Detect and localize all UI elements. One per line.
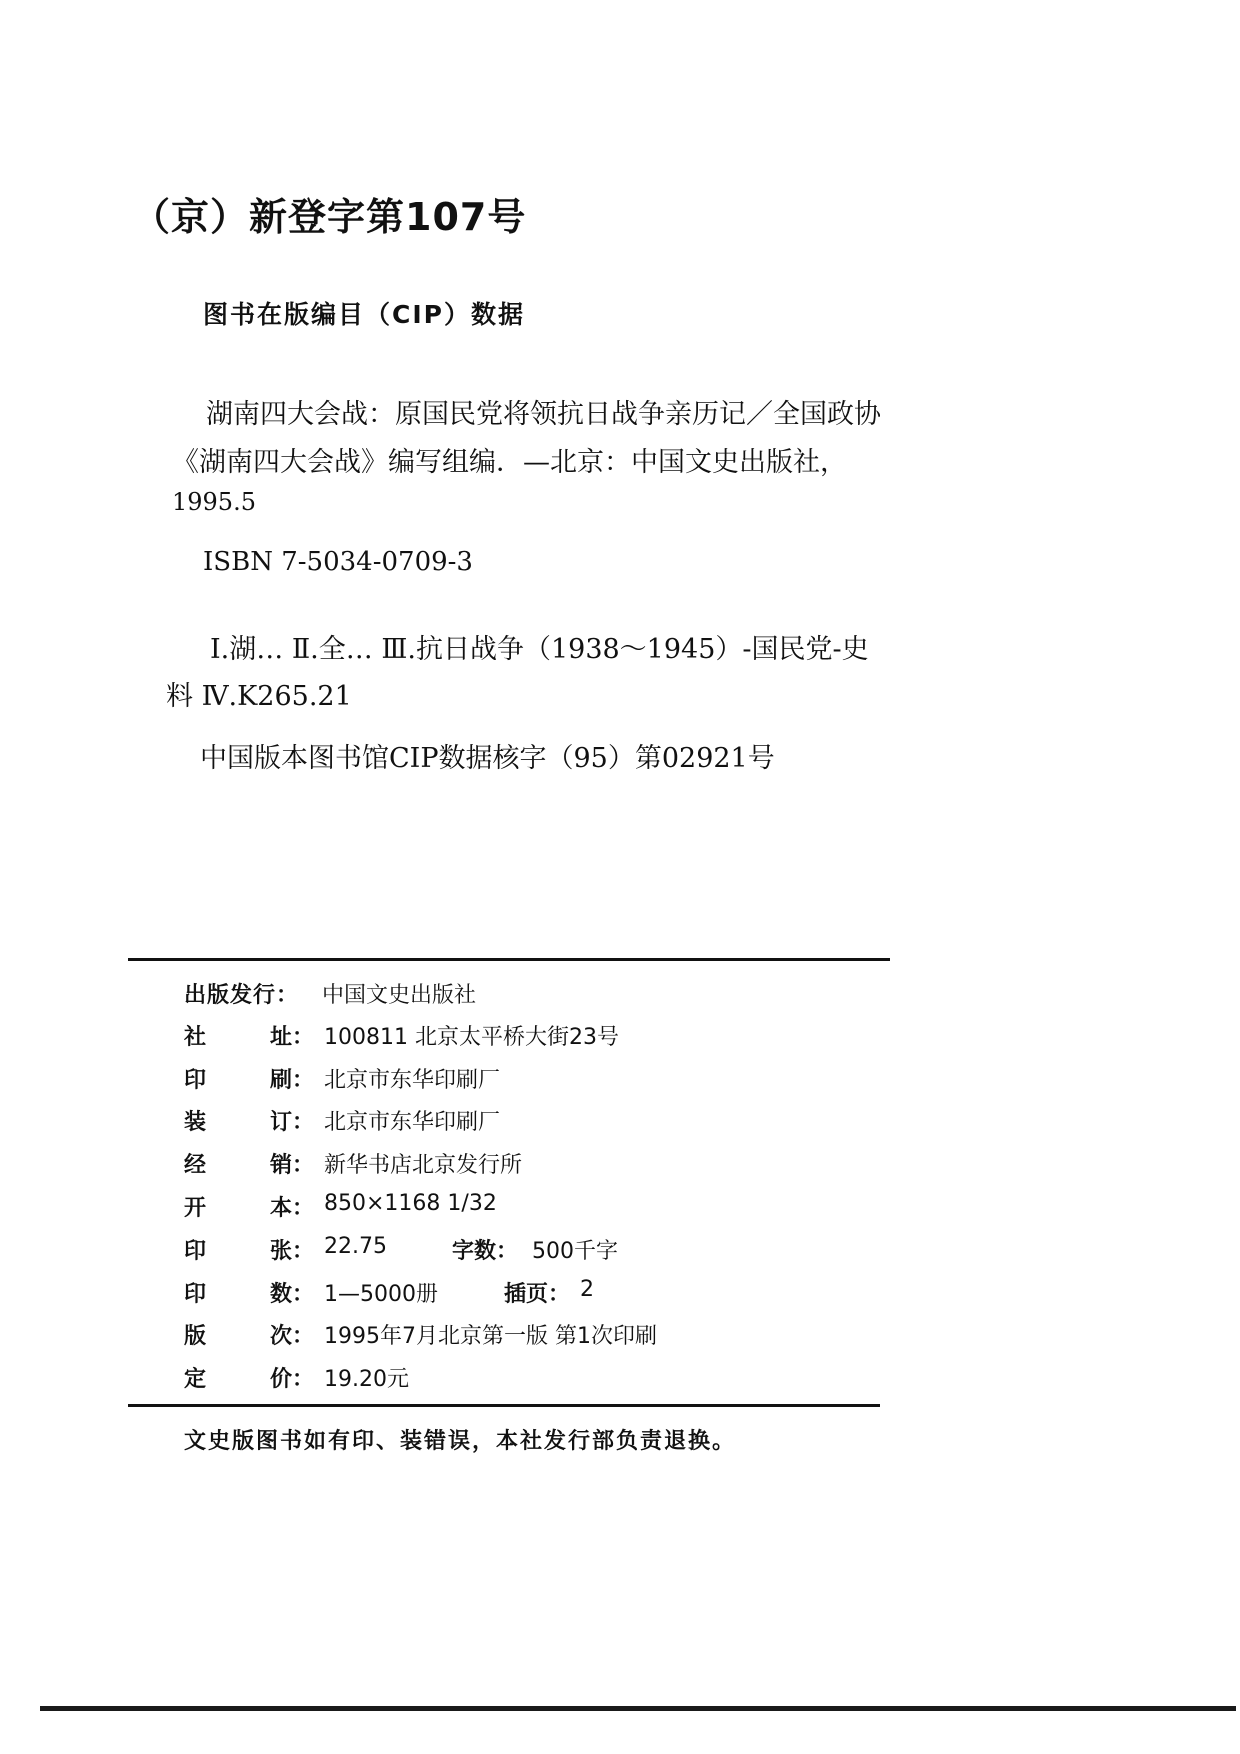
info-label-a: 开 xyxy=(184,1196,207,1221)
info-extra-value: 2 xyxy=(580,1277,594,1302)
top-divider xyxy=(128,958,890,961)
info-extra-value: 500千字 xyxy=(532,1239,618,1264)
info-label-a: 印 xyxy=(184,1239,207,1264)
cip-heading: 图书在版编目（CIP）数据 xyxy=(203,300,525,329)
cip-verification-number: 中国版本图书馆CIP数据核字（95）第02921号 xyxy=(200,743,775,774)
info-label-b: 刷： xyxy=(270,1068,315,1093)
isbn: ISBN 7-5034-0709-3 xyxy=(203,547,473,577)
info-label-a: 社 xyxy=(184,1025,207,1050)
info-label-a: 定 xyxy=(184,1367,207,1392)
cip-subject-line-2: 料 Ⅳ.K265.21 xyxy=(166,681,352,712)
info-value: 22.75 xyxy=(324,1234,387,1259)
cip-title-line-2: 《湖南四大会战》编写组编．—北京：中国文史出版社， xyxy=(172,447,847,478)
info-label-b: 址： xyxy=(270,1025,315,1050)
info-value: 100811 北京太平桥大街23号 xyxy=(324,1025,619,1050)
info-label: 出版发行： xyxy=(184,983,300,1008)
info-value: 新华书店北京发行所 xyxy=(324,1153,523,1178)
info-value: 中国文史出版社 xyxy=(322,983,477,1008)
info-value: 19.20元 xyxy=(324,1367,409,1392)
info-label-b: 次： xyxy=(270,1324,315,1349)
info-label-a: 印 xyxy=(184,1068,207,1093)
info-label-a: 印 xyxy=(184,1282,207,1307)
info-label-a: 版 xyxy=(184,1324,207,1349)
info-label-b: 价： xyxy=(270,1367,315,1392)
info-extra-label: 插页： xyxy=(504,1282,571,1307)
return-notice: 文史版图书如有印、装错误，本社发行部负责退换。 xyxy=(184,1429,737,1454)
info-label-b: 数： xyxy=(270,1282,315,1307)
cip-title-line-1: 湖南四大会战：原国民党将领抗日战争亲历记／全国政协 xyxy=(206,399,881,430)
page-bottom-edge xyxy=(40,1706,1236,1711)
bottom-divider xyxy=(128,1404,880,1407)
registration-number: （京）新登字第107号 xyxy=(132,195,527,239)
info-label-b: 张： xyxy=(270,1239,315,1264)
info-label-b: 销： xyxy=(270,1153,315,1178)
info-value: 北京市东华印刷厂 xyxy=(324,1068,501,1093)
info-label-b: 订： xyxy=(270,1110,315,1135)
info-label-a: 装 xyxy=(184,1110,207,1135)
info-extra-label: 字数： xyxy=(452,1239,519,1264)
info-value: 850×1168 1/32 xyxy=(324,1191,497,1216)
cip-title-line-3: 1995.5 xyxy=(172,488,256,516)
info-value: 1995年7月北京第一版 第1次印刷 xyxy=(324,1324,657,1349)
cip-subject-line-1: Ⅰ.湖… Ⅱ.全… Ⅲ.抗日战争（1938～1945）-国民党-史 xyxy=(210,634,869,665)
info-value: 1—5000册 xyxy=(324,1282,438,1307)
info-value: 北京市东华印刷厂 xyxy=(324,1110,501,1135)
info-label-b: 本： xyxy=(270,1196,315,1221)
info-label-a: 经 xyxy=(184,1153,207,1178)
